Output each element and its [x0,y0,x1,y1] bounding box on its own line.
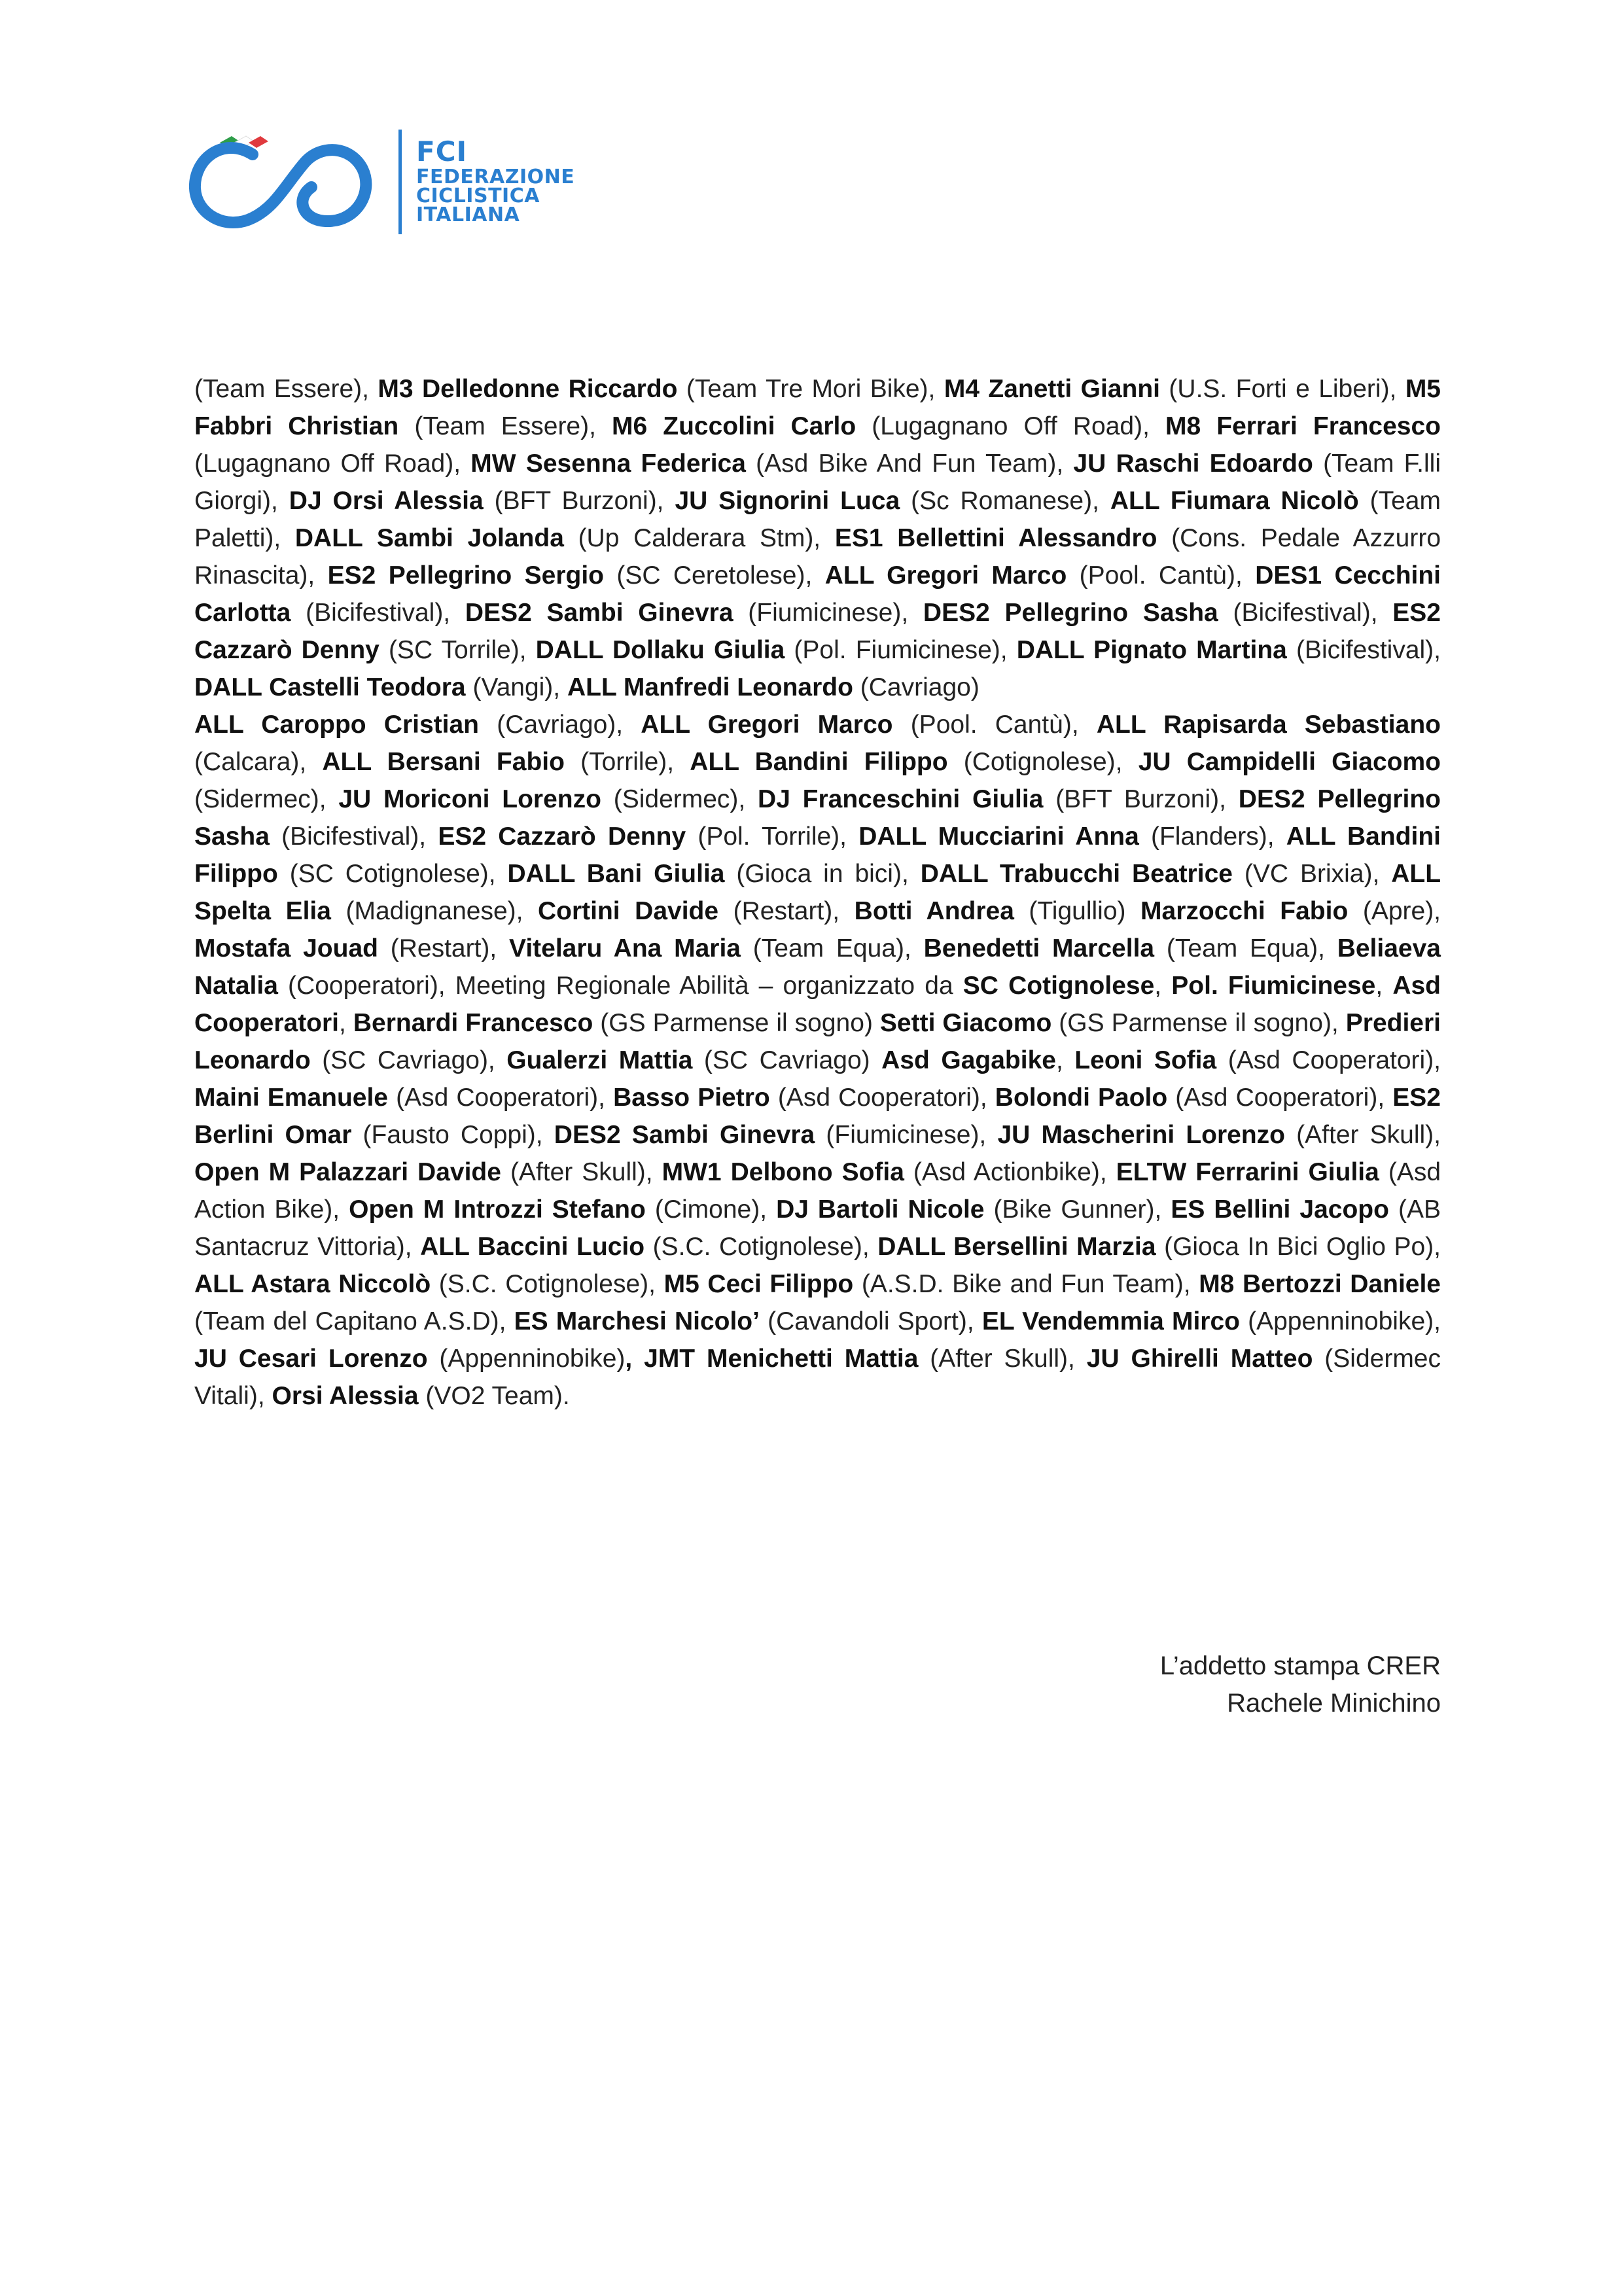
logo-fci-text: FCI [416,135,468,168]
team-text: (Asd Action Bike), [194,1158,1441,1224]
team-text: (GS Parmense il sogno), [1051,1009,1346,1037]
athlete-name: DALL Trabucchi Beatrice [920,860,1233,888]
signature-block [1160,1648,1441,1722]
athlete-name: DALL Bani Giulia [507,860,725,888]
logo-name-line1: FEDERAZIONE [416,166,575,188]
athlete-name: ALL Fiumara Nicolò [1110,487,1359,515]
athlete-name: Bernardi Francesco [353,1009,593,1037]
athlete-name: ALL Astara Niccolò [194,1270,431,1298]
team-text: (Cooperatori), Meeting Regionale Abilità – organizzato da [277,972,963,1000]
athlete-name: Cortini Davide [538,897,719,925]
team-text: (Sidermec), [194,785,339,813]
team-text: (Up Calderara Stm), [563,524,835,552]
team-text: (S.C. Cotignolese), [431,1270,664,1298]
athlete-name: ALL Spelta Elia [194,860,1441,925]
team-text: (Asd Bike And Fun Team), [745,450,1074,478]
team-text: (Asd Actionbike), [904,1158,1116,1186]
team-text: (Calcara), [194,748,323,776]
team-text: (Lugagnano Off Road), [194,450,471,478]
athlete-name: ALL Bersani Fabio [322,748,565,776]
signature-name: Rachele Minichino [1227,1689,1441,1718]
team-text: (Bicifestival), [1286,636,1441,664]
athlete-name: ES2 Cazzarò Denny [194,599,1441,664]
athlete-name: DES2 Sambi Ginevra [554,1121,815,1149]
athlete-name: M5 Fabbri Christian [194,375,1441,440]
athlete-name: ALL Bandini Filippo [690,748,948,776]
team-text: (BFT Burzoni), [1043,785,1239,813]
athlete-name: M6 Zuccolini Carlo [612,412,856,440]
team-text: (U.S. Forti e Liberi), [1160,375,1405,403]
team-text: (Fiumicinese), [733,599,923,627]
team-text: (Team Paletti), [194,487,1441,552]
team-text: (Bike Gunner), [984,1195,1171,1224]
team-text: (S.C. Cotignolese), [644,1233,878,1261]
team-text: , [1055,1046,1075,1074]
athlete-name: ALL Baccini Lucio [420,1233,645,1261]
team-text: (Team Tre Mori Bike), [677,375,944,403]
athlete-name: ALL Bandini Filippo [194,822,1441,888]
fci-bicycle-logo-icon [187,123,383,241]
team-text: (Cavriago), [479,711,641,739]
team-text: (Team Essere), [194,375,378,403]
athlete-name: DALL Pignato Martina [1016,636,1287,664]
logo-swoosh [195,148,366,222]
team-text: (Pool. Cantù), [892,711,1097,739]
team-text: (Bicifestival), [269,822,438,851]
athlete-name: Leoni Sofia [1074,1046,1217,1074]
team-text: (Apre), [1348,897,1441,925]
athlete-name: ALL Rapisarda Sebastiano [1096,711,1441,739]
team-text: (Pool. Cantù), [1067,561,1256,590]
athlete-name: JU Cesari Lorenzo [194,1345,428,1373]
team-text: (Bicifestival), [291,599,465,627]
athlete-name: Open M Introzzi Stefano [349,1195,646,1224]
athlete-name: ALL Manfredi Leonardo [567,673,853,701]
team-text: (Fiumicinese), [815,1121,998,1149]
athlete-name: ES2 Cazzarò Denny [438,822,686,851]
athlete-name: , JMT Menichetti Mattia [625,1345,919,1373]
athlete-name: JU Signorini Luca [675,487,900,515]
athlete-name: Pol. Fiumicinese [1171,972,1376,1000]
team-text: (After Skull), [918,1345,1087,1373]
athlete-name: Basso Pietro [613,1084,770,1112]
athlete-name: MW1 Delbono Sofia [662,1158,904,1186]
team-text: (Asd Cooperatori), [388,1084,614,1112]
athlete-name: DJ Franceschini Giulia [758,785,1044,813]
athlete-name: Bolondi Paolo [995,1084,1168,1112]
team-text: (After Skull), [501,1158,662,1186]
team-text: (Vangi), [465,673,567,701]
team-text: (Cavandoli Sport), [759,1307,982,1335]
team-text: (SC Ceretolese), [603,561,825,590]
team-text: (Team del Capitano A.S.D), [194,1307,514,1335]
logo-name-line2: CICLISTICA [416,185,540,207]
athlete-name: Vitelaru Ana Maria [509,934,741,963]
athlete-name: DES2 Pellegrino Sasha [194,785,1441,851]
athlete-name: Mostafa Jouad [194,934,378,963]
letterhead [187,123,606,241]
team-text: (SC Cavriago) [692,1046,882,1074]
athlete-name: ES1 Bellettini Alessandro [834,524,1157,552]
athlete-name: ALL Gregori Marco [824,561,1067,590]
athlete-name: M8 Ferrari Francesco [1165,412,1441,440]
athlete-name: DALL Castelli Teodora [194,673,466,701]
team-text: (Team Equa), [1154,934,1337,963]
flag-red-stripe [249,136,268,148]
athlete-name: EL Vendemmia Mirco [981,1307,1240,1335]
athlete-name: ES Bellini Jacopo [1171,1195,1389,1224]
athlete-name: JU Moriconi Lorenzo [338,785,601,813]
team-text: (Team Equa), [741,934,924,963]
athlete-name: Benedetti Marcella [923,934,1155,963]
athlete-name: Botti Andrea [854,897,1014,925]
athlete-name: JU Mascherini Lorenzo [997,1121,1285,1149]
team-text: (Cavriago) [853,673,980,701]
athlete-name: Beliaeva Natalia [194,934,1441,1000]
team-text: (Bicifestival), [1218,599,1393,627]
team-text: , [1154,972,1172,1000]
athlete-name: Setti Giacomo [879,1009,1052,1037]
team-text: (Appenninobike) [427,1345,626,1373]
team-text: (VC Brixia), [1232,860,1392,888]
team-text: (Flanders), [1139,822,1286,851]
team-text: (Cons. Pedale Azzurro Rinascita), [194,524,1441,590]
athlete-name: DALL Sambi Jolanda [294,524,564,552]
athlete-name: Marzocchi Fabio [1140,897,1349,925]
athlete-name: ELTW Ferrarini Giulia [1116,1158,1379,1186]
athlete-name: Gualerzi Mattia [506,1046,693,1074]
team-text: (Sc Romanese), [900,487,1110,515]
team-text: (Restart), [378,934,510,963]
athlete-name: JU Ghirelli Matteo [1086,1345,1313,1373]
athlete-name: ES2 Pellegrino Sergio [327,561,604,590]
athlete-name: DALL Mucciarini Anna [858,822,1139,851]
athlete-name: DALL Dollaku Giulia [535,636,785,664]
athlete-name: DALL Bersellini Marzia [877,1233,1156,1261]
team-text: , [339,1009,353,1037]
team-text: (A.S.D. Bike and Fun Team), [853,1270,1199,1298]
athlete-name: DJ Orsi Alessia [289,487,484,515]
athlete-name: M5 Ceci Filippo [663,1270,854,1298]
team-text: (Gioca In Bici Oglio Po), [1156,1233,1441,1261]
athlete-name: DES2 Pellegrino Sasha [923,599,1218,627]
team-text: (Team Essere), [398,412,612,440]
athlete-name: M4 Zanetti Gianni [944,375,1160,403]
team-text: (Gioca in bici), [724,860,921,888]
athlete-name: M8 Bertozzi Daniele [1199,1270,1441,1298]
athlete-name: DJ Bartoli Nicole [776,1195,985,1224]
athlete-name: DES2 Sambi Ginevra [465,599,733,627]
team-text: (Asd Cooperatori), [769,1084,995,1112]
athlete-name: M3 Delledonne Riccardo [378,375,678,403]
athlete-name: JU Campidelli Giacomo [1138,748,1441,776]
team-text: (Restart), [718,897,855,925]
team-text: (Torrile), [564,748,690,776]
athlete-name: ES Marchesi Nicolo’ [514,1307,760,1335]
athlete-name: DES1 Cecchini Carlotta [194,561,1441,627]
team-text: (Madignanese), [330,897,538,925]
athlete-name: Predieri Leonardo [194,1009,1441,1074]
team-text: (Lugagnano Off Road), [856,412,1165,440]
logo-divider [398,130,402,234]
team-text: (Tigullio) [1014,897,1141,925]
team-text: (VO2 Team). [418,1382,570,1410]
athlete-name: Asd Gagabike [881,1046,1056,1074]
team-text: (Sidermec Vitali), [194,1345,1441,1410]
team-text: (SC Cavriago), [310,1046,507,1074]
team-text: (Team F.lli Giorgi), [194,450,1441,515]
team-text: (Asd Cooperatori), [1167,1084,1393,1112]
team-text: (Sidermec), [601,785,758,813]
athlete-name: Open M Palazzari Davide [194,1158,501,1186]
team-text: (AB Santacruz Vittoria), [194,1195,1441,1261]
athlete-name: Maini Emanuele [194,1084,388,1112]
athlete-name: SC Cotignolese [962,972,1155,1000]
team-text: (Appenninobike), [1239,1307,1441,1335]
team-text: (Pol. Torrile), [686,822,859,851]
athlete-name: JU Raschi Edoardo [1073,450,1313,478]
signature-role: L’addetto stampa CRER [1159,1651,1441,1680]
team-text: (Fausto Coppi), [351,1121,554,1149]
team-text: (Cotignolese), [947,748,1139,776]
athlete-name: ALL Caroppo Cristian [194,711,480,739]
team-text: (After Skull), [1285,1121,1441,1149]
athlete-name: ALL Gregori Marco [641,711,893,739]
team-text: (Pol. Fiumicinese), [785,636,1017,664]
athlete-name: MW Sesenna Federica [470,450,746,478]
logo-wordmark [416,136,574,224]
team-text: (BFT Burzoni), [483,487,675,515]
team-text: (SC Cotignolese), [277,860,508,888]
team-text: (Asd Cooperatori), [1216,1046,1441,1074]
team-text: , [1375,972,1393,1000]
athlete-name: Asd Cooperatori [194,972,1441,1037]
results-paragraph [194,370,1441,1415]
team-text: (SC Torrile), [379,636,536,664]
logo-name-line3: ITALIANA [416,203,520,226]
team-text: (GS Parmense il sogno) [593,1009,880,1037]
team-text: (Cimone), [645,1195,777,1224]
athlete-name: Orsi Alessia [272,1382,419,1410]
athlete-name: ES2 Berlini Omar [194,1084,1441,1149]
